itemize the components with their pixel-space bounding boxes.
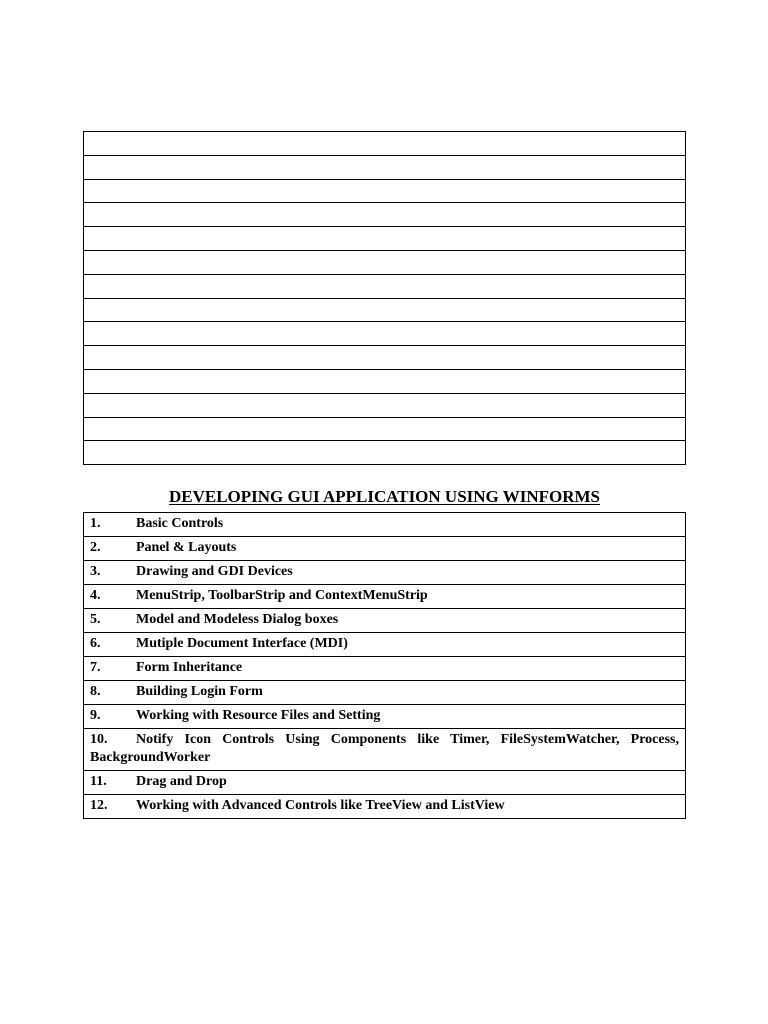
table-row (84, 513, 686, 537)
topic-cell (84, 705, 686, 729)
table-row (84, 633, 686, 657)
blank-table-body (84, 132, 686, 465)
blank-cell (84, 298, 686, 322)
topic-cell (84, 729, 686, 771)
blank-row (84, 179, 686, 203)
topic-cell (84, 633, 686, 657)
topic-cell (84, 657, 686, 681)
topic-number: 2. (90, 540, 101, 555)
blank-cell (84, 369, 686, 393)
topic-number: 9. (90, 708, 101, 723)
blank-cell (84, 132, 686, 156)
topic-number: 11. (90, 774, 107, 789)
blank-row (84, 441, 686, 465)
topic-number: 6. (90, 636, 101, 651)
topic-cell (84, 585, 686, 609)
topic-number: 10. (90, 732, 108, 747)
topic-cell (84, 771, 686, 795)
topic-number: 5. (90, 612, 101, 627)
blank-cell (84, 274, 686, 298)
topic-number: 12. (90, 798, 108, 813)
blank-row (84, 274, 686, 298)
blank-row (84, 322, 686, 346)
topic-text: Notify Icon Controls Using Components like Timer, FileSystemWatcher, Process, BackgroundWorker (90, 732, 679, 765)
blank-row (84, 155, 686, 179)
topic-cell (84, 537, 686, 561)
topic-cell (84, 513, 686, 537)
topic-text: Model and Modeless Dialog boxes (136, 612, 339, 627)
blank-cell (84, 346, 686, 370)
topic-table (83, 512, 686, 819)
blank-cell (84, 417, 686, 441)
topic-text: MenuStrip, ToolbarStrip and ContextMenuStrip (136, 588, 428, 603)
blank-row (84, 250, 686, 274)
topic-text: Working with Advanced Controls like TreeView and ListView (136, 798, 505, 813)
topic-text: Drag and Drop (136, 774, 227, 789)
table-row (84, 771, 686, 795)
topic-text: Drawing and GDI Devices (136, 564, 293, 579)
table-row (84, 657, 686, 681)
blank-row (84, 298, 686, 322)
topic-text: Basic Controls (136, 516, 224, 531)
blank-cell (84, 393, 686, 417)
table-row (84, 609, 686, 633)
blank-row (84, 417, 686, 441)
topic-text: Working with Resource Files and Setting (136, 708, 381, 723)
blank-cell (84, 227, 686, 251)
table-row (84, 585, 686, 609)
topic-text: Panel & Layouts (136, 540, 237, 555)
table-row (84, 561, 686, 585)
topic-cell (84, 681, 686, 705)
topic-cell (84, 795, 686, 819)
blank-row (84, 369, 686, 393)
topic-number: 8. (90, 684, 101, 699)
table-row (84, 729, 686, 771)
topic-text: Mutiple Document Interface (MDI) (136, 636, 348, 651)
topic-cell (84, 561, 686, 585)
blank-row (84, 203, 686, 227)
blank-cell (84, 179, 686, 203)
blank-row (84, 132, 686, 156)
topic-text: Form Inheritance (136, 660, 243, 675)
topic-number: 1. (90, 516, 101, 531)
table-row (84, 795, 686, 819)
topic-number: 4. (90, 588, 101, 603)
blank-table (83, 131, 686, 465)
topic-number: 7. (90, 660, 101, 675)
blank-cell (84, 250, 686, 274)
blank-cell (84, 441, 686, 465)
table-row (84, 537, 686, 561)
blank-row (84, 393, 686, 417)
topic-cell (84, 609, 686, 633)
blank-row (84, 346, 686, 370)
table-row (84, 705, 686, 729)
blank-cell (84, 203, 686, 227)
topic-number: 3. (90, 564, 101, 579)
table-row (84, 681, 686, 705)
topic-text: Building Login Form (136, 684, 263, 699)
blank-cell (84, 155, 686, 179)
blank-row (84, 227, 686, 251)
blank-cell (84, 322, 686, 346)
section-title: DEVELOPING GUI APPLICATION USING WINFORMS (168, 487, 601, 506)
